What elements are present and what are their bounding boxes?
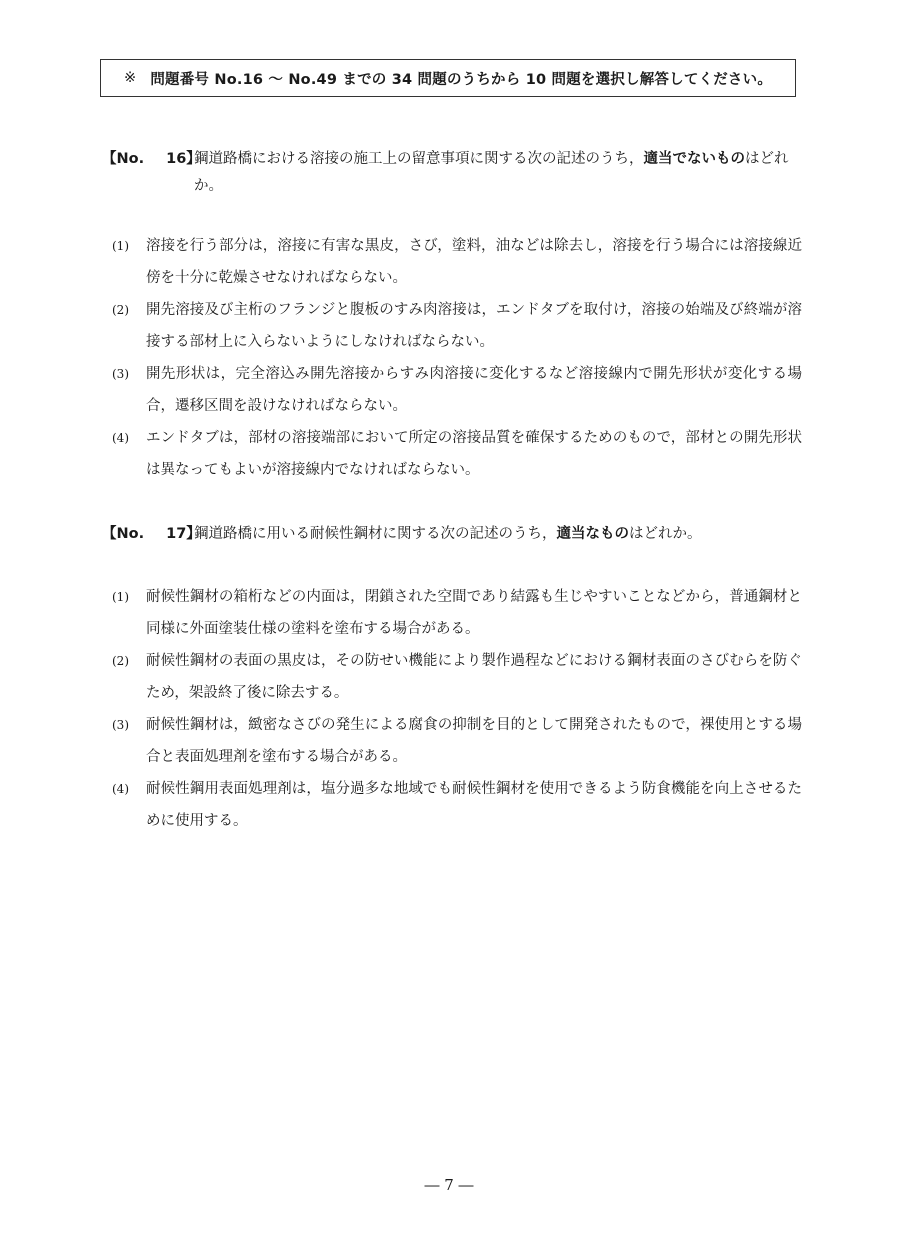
question-stem bbox=[194, 146, 802, 200]
choice-text: 開先溶接及び主桁のフランジと腹板のすみ肉溶接は，エンドタブを取付け，溶接の始端及び終端が溶接する部材上に入らないようにしなければならない。 bbox=[146, 302, 802, 350]
choice-number: (1) bbox=[112, 590, 129, 604]
choice-number: (2) bbox=[112, 303, 129, 317]
question-number-open: 【No. bbox=[102, 526, 145, 542]
page-number: ― 7 ― bbox=[424, 1176, 474, 1194]
choice-text: 耐候性鋼用表面処理剤は，塩分過多な地域でも耐候性鋼材を使用できるよう防食機能を向上させるために使用する。 bbox=[146, 781, 802, 829]
instruction-box bbox=[100, 59, 796, 97]
question-number-open: 【No. bbox=[102, 151, 145, 167]
stem-text: 鋼道路橋に用いる耐候性鋼材に関する次の記述のうち， bbox=[194, 526, 557, 542]
stem-text-end: はどれか。 bbox=[629, 526, 702, 542]
stem-text-end: はどれか。 bbox=[194, 151, 789, 194]
instruction-text: 問題番号 No.16 ～ No.49 までの 34 問題のうちから 10 問題を選択し解答してください。 bbox=[150, 71, 773, 88]
question-number-value: 16】 bbox=[166, 151, 201, 167]
question-stem bbox=[194, 521, 802, 548]
choice-item bbox=[102, 230, 802, 294]
stem-text: 鋼道路橋における溶接の施工上の留意事項に関する次の記述のうち， bbox=[194, 151, 644, 167]
question-number bbox=[102, 521, 201, 548]
choice-item bbox=[102, 358, 802, 422]
question-number-value: 17】 bbox=[166, 526, 201, 542]
question-17 bbox=[102, 521, 802, 837]
choice-item bbox=[102, 709, 802, 773]
choice-text: 溶接を行う部分は，溶接に有害な黒皮，さび，塗料，油などは除去し，溶接を行う場合には溶接線近傍を十分に乾燥させなければならない。 bbox=[146, 238, 802, 286]
choice-text: 耐候性鋼材は，緻密なさびの発生による腐食の抑制を目的として開発されたもので，裸使用とする場合と表面処理剤を塗布する場合がある。 bbox=[146, 717, 802, 765]
choice-list bbox=[102, 230, 802, 486]
question-number bbox=[102, 146, 201, 200]
question-16 bbox=[102, 146, 802, 486]
choice-text: 耐候性鋼材の箱桁などの内面は，閉鎖された空間であり結露も生じやすいことなどから，普通鋼材と同様に外面塗装仕様の塗料を塗布する場合がある。 bbox=[146, 589, 802, 637]
question-header bbox=[102, 521, 802, 548]
stem-emphasis: 適当なもの bbox=[556, 526, 629, 542]
choice-number: (2) bbox=[112, 654, 129, 668]
choice-number: (3) bbox=[112, 718, 129, 732]
choice-number: (3) bbox=[112, 367, 129, 381]
choice-text: エンドタブは，部材の溶接端部において所定の溶接品質を確保するためのもので，部材との開先形状は異なってもよいが溶接線内でなければならない。 bbox=[146, 430, 802, 478]
question-header bbox=[102, 146, 802, 200]
choice-number: (1) bbox=[112, 239, 129, 253]
choice-text: 開先形状は，完全溶込み開先溶接からすみ肉溶接に変化するなど溶接線内で開先形状が変化する場合，遷移区間を設けなければならない。 bbox=[146, 366, 802, 414]
choice-text: 耐候性鋼材の表面の黒皮は，その防せい機能により製作過程などにおける鋼材表面のさびむらを防ぐため，架設終了後に除去する。 bbox=[146, 653, 802, 701]
choice-item bbox=[102, 422, 802, 486]
choice-number: (4) bbox=[112, 431, 129, 445]
choice-item bbox=[102, 645, 802, 709]
choice-list bbox=[102, 581, 802, 837]
choice-number: (4) bbox=[112, 782, 129, 796]
reference-mark: ※ bbox=[123, 70, 137, 86]
choice-item bbox=[102, 581, 802, 645]
stem-emphasis: 適当でないもの bbox=[643, 151, 745, 167]
choice-item bbox=[102, 773, 802, 837]
choice-item bbox=[102, 294, 802, 358]
